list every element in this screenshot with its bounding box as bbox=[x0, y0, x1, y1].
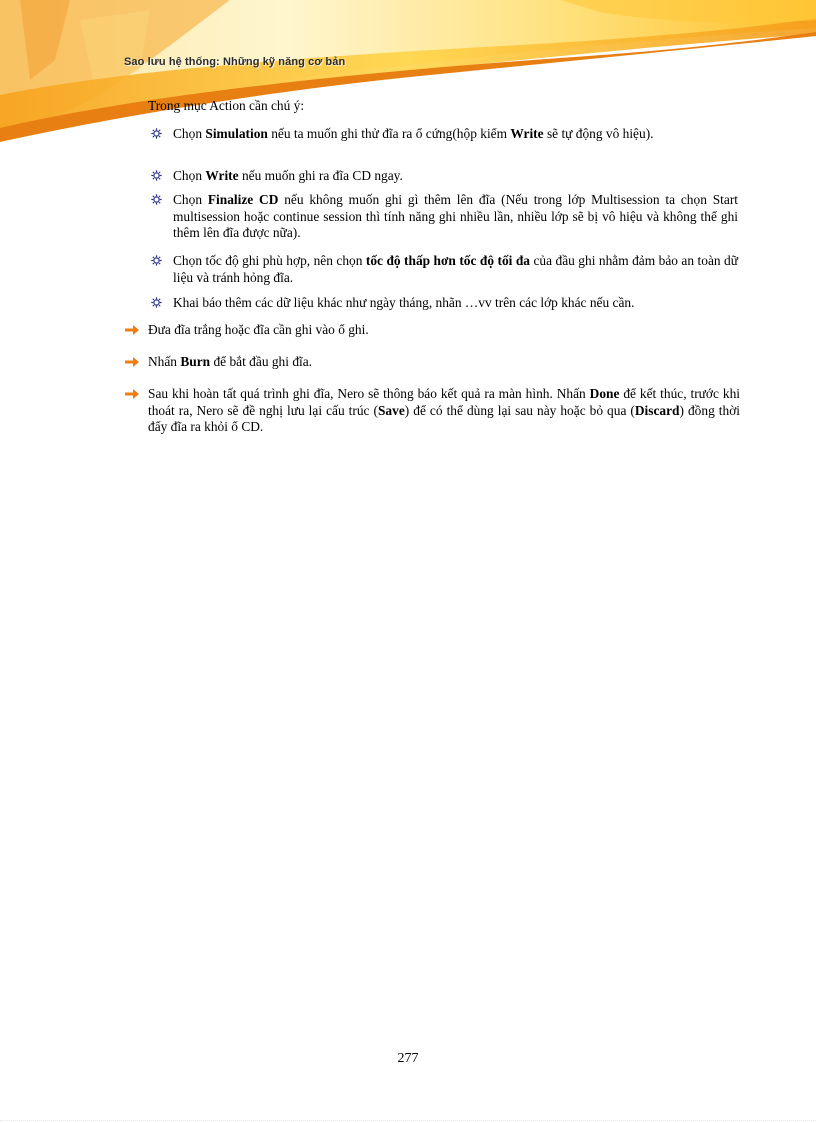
term-discard: Discard bbox=[634, 402, 680, 418]
text: Chọn bbox=[173, 126, 206, 141]
term-done: Done bbox=[589, 386, 620, 401]
paragraph-action-intro: Trong mục Action cần chú ý: bbox=[148, 98, 305, 113]
paragraph-finish bbox=[148, 386, 740, 436]
blue-sun-bullet-icon bbox=[151, 297, 162, 308]
page-number: 277 bbox=[397, 1051, 419, 1066]
blue-sun-bullet-icon bbox=[151, 170, 162, 181]
term-simulation: Simulation bbox=[205, 126, 268, 141]
term-save: Save bbox=[377, 402, 405, 418]
term-finalize-cd: Finalize CD bbox=[207, 192, 279, 207]
bullet-write bbox=[173, 168, 738, 185]
text: nếu không muốn ghi gì thêm lên đĩa (Nếu trong lớp Multisession ta chọn Start multisession hoặc continue session thì tính năng ghi nhiều lần, nhiều lớp sẽ bị vô hiệu và không thể ghi thêm lên đĩa được nữa). bbox=[173, 192, 739, 241]
term-write: Write bbox=[510, 126, 544, 141]
running-header-title: Sao lưu hệ thống: Những kỹ năng cơ bản bbox=[124, 56, 346, 68]
orange-right-arrow-icon bbox=[124, 101, 140, 113]
bullet-finalize-cd bbox=[173, 192, 738, 242]
blue-sun-bullet-icon bbox=[151, 255, 162, 266]
text: của đầu ghi nhằm đảm bảo an toàn dữ liệu và tránh hỏng đĩa. bbox=[173, 253, 738, 285]
term-lower-speed: tốc độ thấp hơn tốc độ tối đa bbox=[365, 253, 530, 268]
bullet-simulation bbox=[173, 126, 738, 143]
term-write: Write bbox=[205, 168, 239, 183]
orange-right-arrow-icon bbox=[124, 356, 140, 368]
text: để bắt đầu ghi đĩa. bbox=[210, 354, 313, 369]
text: Sau khi hoàn tất quá trình ghi đĩa, Nero sẽ thông báo kết quả ra màn hình. Nhấn bbox=[148, 386, 590, 401]
paragraph-insert-disc: Đưa đĩa trắng hoặc đĩa cần ghi vào ổ ghi. bbox=[148, 322, 369, 337]
blue-sun-bullet-icon bbox=[151, 194, 162, 205]
bullet-write-speed bbox=[173, 253, 738, 286]
text: nếu ta muốn ghi thử đĩa ra ổ cứng(hộp kiểm bbox=[267, 126, 511, 141]
text: để kết thúc, trước khi thoát ra, Nero sẽ đề nghị lưu lại cấu trúc ( bbox=[148, 386, 740, 418]
text: Chọn tốc độ ghi phù hợp, nên chọn bbox=[173, 253, 366, 268]
text: Chọn bbox=[173, 192, 208, 207]
blue-sun-bullet-icon bbox=[151, 128, 162, 139]
orange-right-arrow-icon bbox=[124, 324, 140, 336]
text: Nhấn bbox=[148, 354, 181, 369]
bullet-extra-data: Khai báo thêm các dữ liệu khác như ngày tháng, nhãn …vv trên các lớp khác nếu cần. bbox=[173, 295, 635, 310]
text: Chọn bbox=[173, 168, 206, 183]
text: sẽ tự động vô hiệu). bbox=[543, 126, 654, 141]
orange-right-arrow-icon bbox=[124, 388, 140, 400]
text: ) để có thể dùng lại sau này hoặc bỏ qua ( bbox=[404, 402, 635, 418]
paragraph-press-burn bbox=[148, 354, 740, 371]
text: nếu muốn ghi ra đĩa CD ngay. bbox=[238, 168, 403, 183]
footer-divider bbox=[0, 1120, 816, 1121]
text: ) đồng thời đẩy đĩa ra khỏi ổ CD. bbox=[148, 402, 741, 435]
term-burn: Burn bbox=[180, 354, 211, 369]
